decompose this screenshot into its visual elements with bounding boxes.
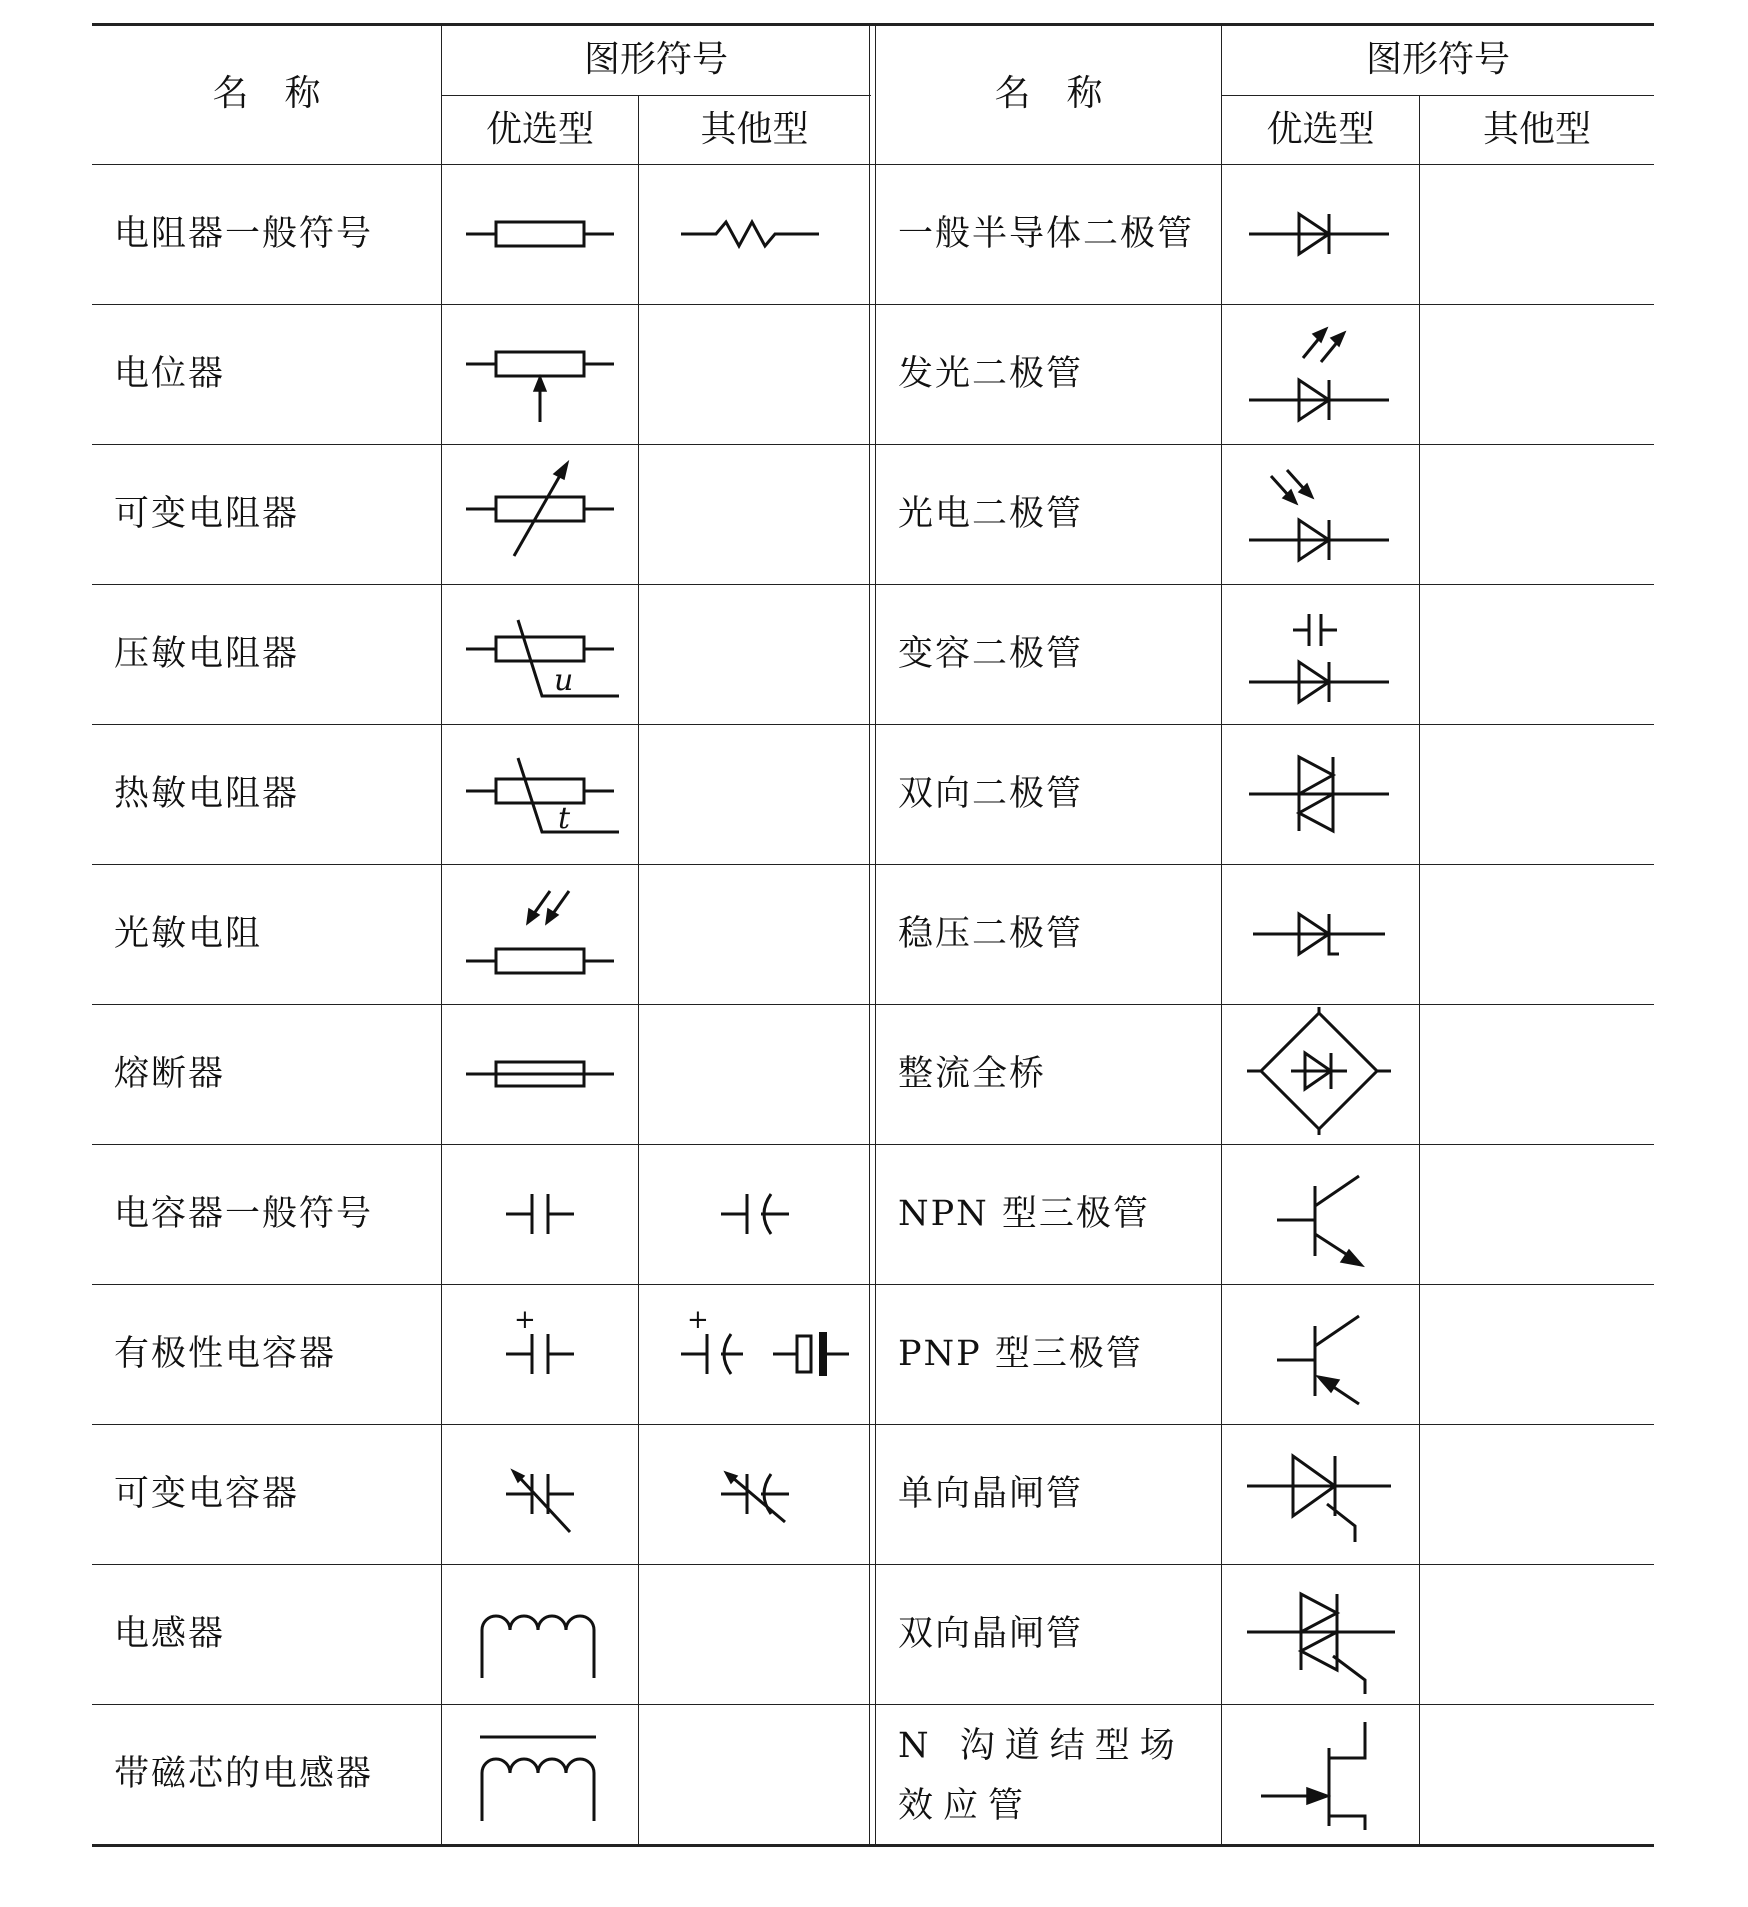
resistor-icon xyxy=(436,189,644,279)
polarized-capacitor-alt-icon xyxy=(651,1306,859,1402)
left-preferred-symbol-label: t xyxy=(558,801,571,836)
photodiode-icon xyxy=(1217,462,1425,566)
zener-diode-icon xyxy=(1217,889,1425,979)
fuse-icon xyxy=(436,1029,644,1119)
left-component-name: 电阻器一般符号 xyxy=(114,214,374,254)
n-jfet-icon xyxy=(1217,1714,1425,1834)
capacitor-curved-icon xyxy=(651,1169,859,1259)
inductor-icon xyxy=(436,1586,644,1682)
led-icon xyxy=(1217,322,1425,426)
photoresistor-icon xyxy=(436,889,644,979)
variable-resistor-icon xyxy=(436,464,644,564)
header-sub-rule-right xyxy=(1222,95,1654,96)
variable-capacitor-curved-icon xyxy=(651,1446,859,1542)
polarized-capacitor-icon xyxy=(436,1306,644,1402)
capacitor-icon xyxy=(436,1169,644,1259)
right-component-name: NPN 型三极管 xyxy=(898,1194,1150,1234)
right-component-name: 稳压二极管 xyxy=(898,914,1084,954)
right-component-name: PNP 型三极管 xyxy=(898,1334,1143,1374)
left-component-name: 带磁芯的电感器 xyxy=(114,1754,374,1794)
left-component-name: 电感器 xyxy=(114,1614,226,1654)
header-symbol-left: 图形符号 xyxy=(583,39,728,80)
diode-icon xyxy=(1217,189,1425,279)
triac-icon xyxy=(1217,1572,1425,1696)
right-component-name: 整流全桥 xyxy=(898,1054,1047,1094)
col-rule-center-a xyxy=(869,23,870,1845)
left-other-symbol-label: + xyxy=(686,1305,709,1335)
left-component-name: 可变电容器 xyxy=(114,1474,300,1514)
table-top-rule xyxy=(92,23,1654,26)
right-component-name: 变容二极管 xyxy=(898,634,1084,674)
right-component-name: 一般半导体二极管 xyxy=(898,214,1195,254)
npn-transistor-icon xyxy=(1217,1158,1425,1270)
right-component-name: 光电二极管 xyxy=(898,494,1084,534)
left-component-name: 电位器 xyxy=(114,354,226,394)
left-component-name: 有极性电容器 xyxy=(114,1334,337,1374)
col-rule-center-b xyxy=(875,23,876,1845)
potentiometer-icon xyxy=(436,319,644,429)
left-component-name: 电容器一般符号 xyxy=(114,1194,374,1234)
header-preferred-right: 优选型 xyxy=(1266,109,1375,150)
left-preferred-symbol-label: u xyxy=(554,663,574,698)
header-name-left: 名 称 xyxy=(212,73,321,114)
left-component-name: 光敏电阻 xyxy=(114,914,263,954)
left-preferred-symbol-label: + xyxy=(514,1305,536,1335)
header-other-right: 其他型 xyxy=(1482,109,1591,150)
right-component-name: N 沟道结型场效应管 xyxy=(898,1726,1185,1826)
thermistor-icon xyxy=(436,746,644,842)
right-component-name: 发光二极管 xyxy=(898,354,1084,394)
left-component-name: 熔断器 xyxy=(114,1054,226,1094)
right-component-name: 双向二极管 xyxy=(898,774,1084,814)
right-component-name: 双向晶闸管 xyxy=(898,1614,1084,1654)
thyristor-icon xyxy=(1217,1442,1425,1546)
varactor-icon xyxy=(1217,600,1425,708)
header-name-right: 名 称 xyxy=(994,73,1103,114)
core-inductor-icon xyxy=(436,1719,644,1829)
header-symbol-right: 图形符号 xyxy=(1365,39,1510,80)
pnp-transistor-icon xyxy=(1217,1298,1425,1410)
header-preferred-left: 优选型 xyxy=(485,109,594,150)
left-component-name: 压敏电阻器 xyxy=(114,634,300,674)
variable-capacitor-icon xyxy=(436,1446,644,1542)
right-component-name: 单向晶闸管 xyxy=(898,1474,1084,1514)
varistor-icon xyxy=(436,604,644,704)
bidirectional-diode-icon xyxy=(1217,749,1425,839)
left-component-name: 热敏电阻器 xyxy=(114,774,300,814)
bridge-rectifier-icon xyxy=(1217,1013,1425,1135)
header-sub-rule-left xyxy=(442,95,871,96)
header-other-left: 其他型 xyxy=(700,109,809,150)
resistor-zigzag-icon xyxy=(651,189,859,279)
left-component-name: 可变电阻器 xyxy=(114,494,300,534)
